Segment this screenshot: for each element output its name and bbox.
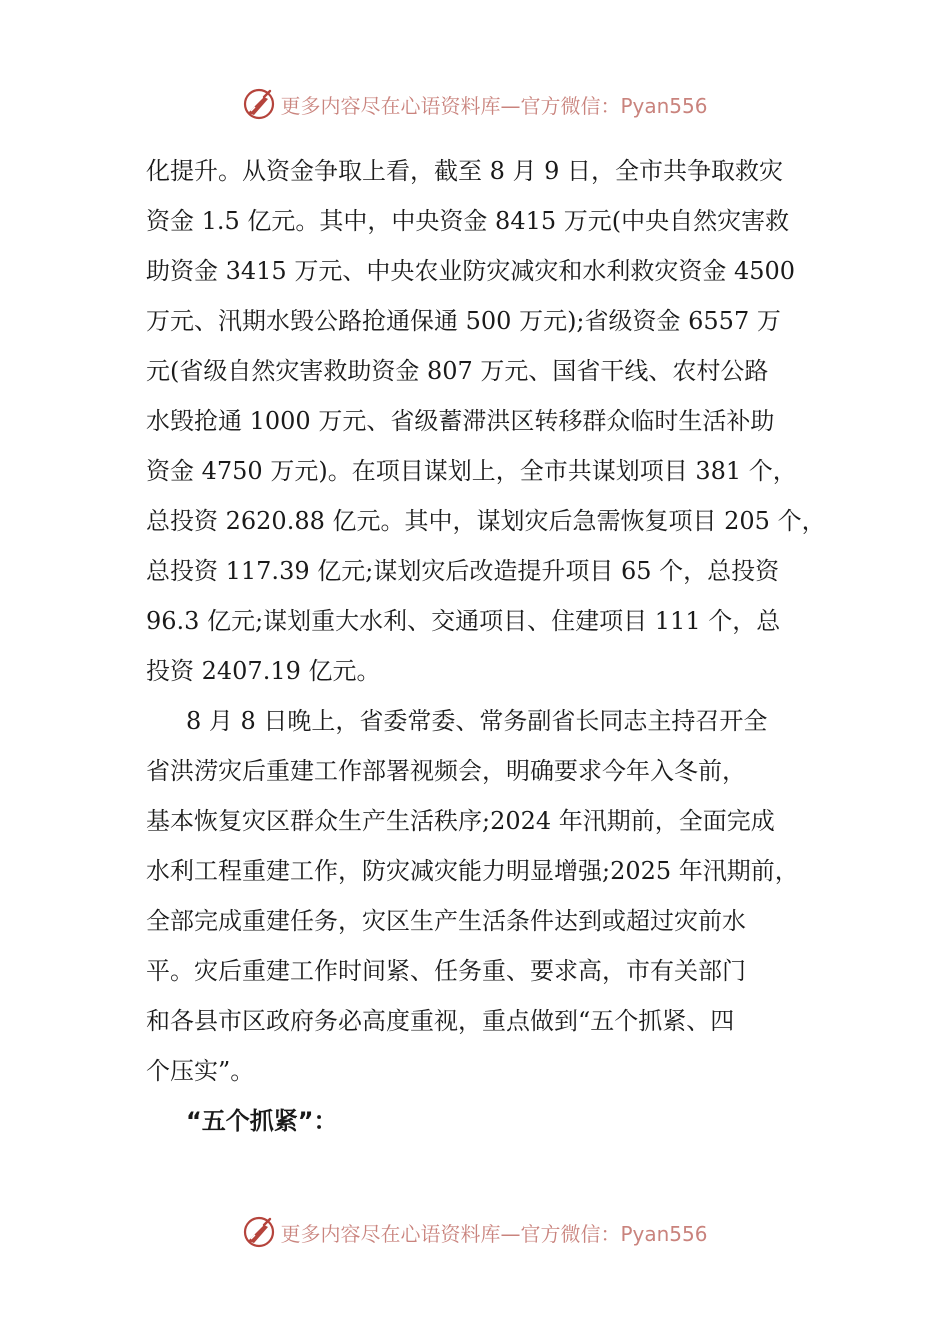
text-line: 化提升。从资金争取上看，截至 8 月 9 日，全市共争取救灾 [146, 157, 784, 185]
text-line: 8 月 8 日晚上，省委常委、常务副省长同志主持召开全 [186, 707, 768, 735]
watermark-text: 更多内容尽在心语资料库—官方微信：Pyan556 [280, 1221, 708, 1246]
text-line: 全部完成重建任务，灾区生产生活条件达到或超过灾前水 [146, 907, 746, 935]
text-line: 元(省级自然灾害救助资金 807 万元、国省干线、农村公路 [146, 357, 769, 385]
text-line: 平。灾后重建工作时间紧、任务重、要求高，市有关部门 [146, 957, 746, 985]
text-line: 省洪涝灾后重建工作部署视频会，明确要求今年入冬前， [146, 757, 746, 785]
header-watermark [0, 84, 950, 124]
pen-nib-logo-icon [242, 87, 276, 121]
text-line: 助资金 3415 万元、中央农业防灾减灾和水利救灾资金 4500 [146, 257, 796, 285]
text-line: 基本恢复灾区群众生产生活秩序;2024 年汛期前，全面完成 [146, 807, 775, 835]
paragraph-funding [146, 146, 826, 696]
text-line: 总投资 117.39 亿元;谋划灾后改造提升项目 65 个，总投资 [146, 557, 780, 585]
text-line: 投资 2407.19 亿元。 [146, 657, 381, 685]
paragraph-meeting [146, 696, 814, 1096]
text-line: 万元、汛期水毁公路抢通保通 500 万元);省级资金 6557 万 [146, 307, 781, 335]
text-line: 水利工程重建工作，防灾减灾能力明显增强;2025 年汛期前， [146, 857, 799, 885]
text-line: 和各县市区政府务必高度重视，重点做到“五个抓紧、四 [146, 1007, 735, 1035]
pen-nib-logo-icon [242, 1215, 276, 1249]
text-line: 个压实”。 [146, 1057, 255, 1085]
text-line: 资金 1.5 亿元。其中，中央资金 8415 万元(中央自然灾害救 [146, 207, 790, 235]
footer-watermark [0, 1212, 950, 1252]
watermark-text: 更多内容尽在心语资料库—官方微信：Pyan556 [280, 93, 708, 118]
section-heading: “五个抓紧”： [186, 1107, 338, 1135]
text-line: 96.3 亿元;谋划重大水利、交通项目、住建项目 111 个，总 [146, 607, 781, 635]
document-body [146, 146, 826, 1146]
text-line: 总投资 2620.88 亿元。其中，谋划灾后急需恢复项目 205 个， [146, 507, 826, 535]
text-line: 水毁抢通 1000 万元、省级蓄滞洪区转移群众临时生活补助 [146, 407, 775, 435]
text-line: 资金 4750 万元)。在项目谋划上，全市共谋划项目 381 个， [146, 457, 797, 485]
